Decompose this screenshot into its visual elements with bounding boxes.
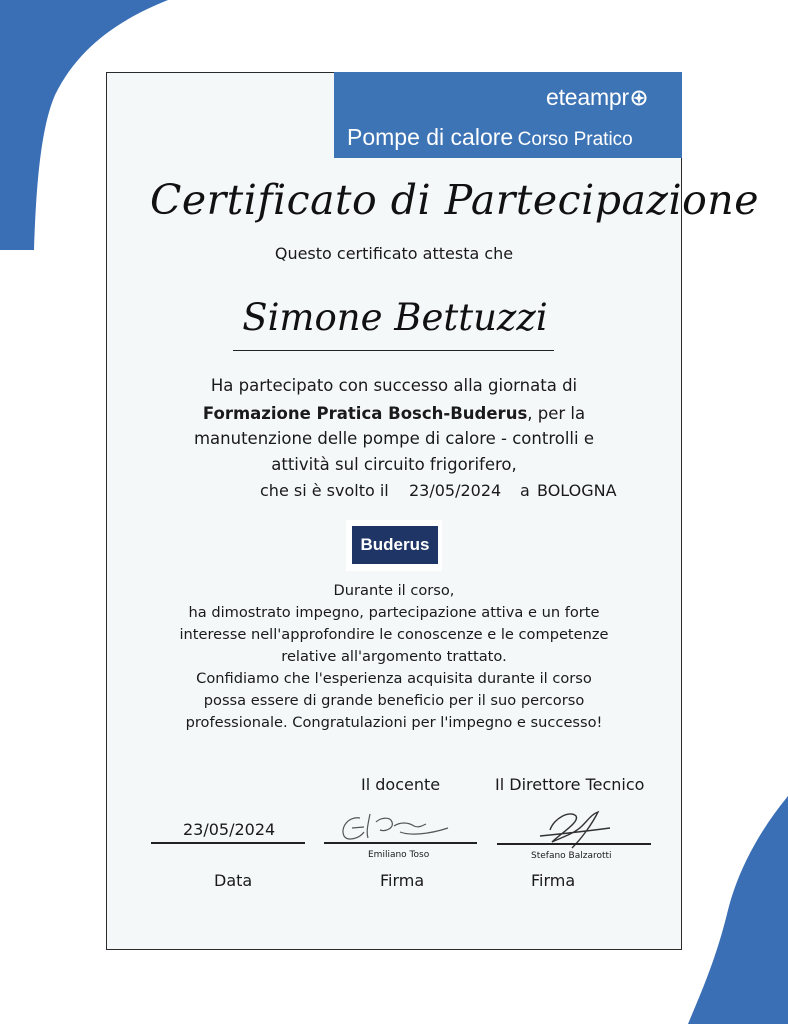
teacher-role: Il docente: [361, 775, 441, 794]
date-label: Data: [214, 871, 253, 890]
course-main: Pompe di calore: [347, 124, 514, 150]
closing-line: relative all'argomento trattato.: [281, 648, 507, 665]
date-line: [151, 842, 305, 844]
teacher-signature: [330, 808, 460, 846]
teacher-sign-label: Firma: [380, 871, 425, 890]
closing-line: possa essere di grande beneficio per il suo percorso: [203, 692, 585, 709]
closing-line: Durante il corso,: [333, 582, 455, 599]
director-signature: [530, 804, 620, 852]
recipient-name: Simone Bettuzzi: [242, 296, 548, 339]
closing-line: Confidiamo che l'esperienza acquisita durante il corso: [196, 670, 592, 687]
body-line-2: [106, 402, 682, 426]
body-line-4: attività sul circuito frigorifero,: [271, 455, 517, 474]
director-name: Stefano Balzarotti: [531, 851, 612, 861]
closing-line: interesse nell'approfondire le conoscenze e le competenze: [179, 626, 609, 643]
buderus-logo: Buderus: [352, 526, 438, 564]
compass-icon: [631, 90, 647, 106]
eteampro-logo: [546, 84, 647, 111]
signature-date: 23/05/2024: [183, 820, 276, 839]
teacher-name: Emiliano Toso: [368, 850, 430, 860]
director-role: Il Direttore Tecnico: [495, 775, 645, 794]
course-name: [347, 124, 633, 151]
closing-line: ha dimostrato impegno, partecipazione attiva e un forte: [188, 604, 600, 621]
body-line-2-rest: , per la: [527, 404, 586, 423]
location-prefix: a: [520, 481, 530, 500]
event-date: 23/05/2024: [409, 481, 502, 500]
teacher-signature-line: [324, 842, 477, 844]
body-line-3: manutenzione delle pompe di calore - controlli e: [193, 429, 594, 448]
recipient-underline: [233, 350, 554, 351]
closing-line: professionale. Congratulazioni per l'impegno e successo!: [185, 714, 603, 731]
event-location: BOLOGNA: [537, 481, 617, 500]
certificate-subtitle: Questo certificato attesta che: [274, 244, 514, 263]
body-line-5-prefix: che si è svolto il: [260, 481, 389, 500]
logo-text: eteampr: [546, 84, 629, 110]
director-sign-label: Firma: [531, 871, 576, 890]
director-signature-line: [497, 843, 651, 845]
course-name-bold: Formazione Pratica Bosch-Buderus: [202, 404, 528, 423]
certificate-title: Certificato di Partecipazione: [150, 176, 759, 224]
course-sub: Corso Pratico: [517, 129, 633, 150]
body-line-1: Ha partecipato con successo alla giornata di: [210, 376, 578, 395]
